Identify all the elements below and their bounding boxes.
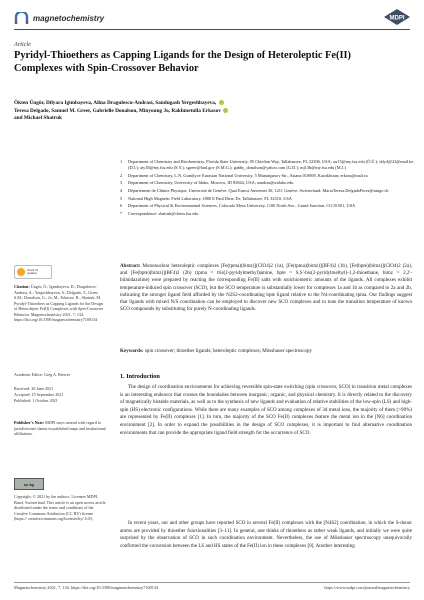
authors-line-3: and Michael Shatruk	[14, 115, 62, 121]
author-list	[14, 100, 409, 123]
intro-paragraph-1: The design of coordination environments for achieving reversible spin-state switching (spin crossover, SCO) in transition metal complexes is an interesting endeavor that crosses the boundaries between inorganic, organic, and physical chemistry. It is directly related to the discovery of magnetically bistable materials, as well as to the synthesis of new ligands and evaluation of relative stabilities of the low-spin (LS) and high-spin (HS) electronic configurations. While there are many examples of SCO among complexes of 3d metal ions, the majority of them (>90%) are represented by Fe(II) complexes [1]. In turn, the majority of the SCO Fe(II) complexes feature the metal ion in the [N6] coordination environment [2]. In order to expand the possibilities in the design of SCO complexes, it is important to find alternative coordination environments that can provide the appropriate ligand field strength for the occurrence of SCO.	[120, 384, 412, 436]
footer-divider	[14, 582, 410, 583]
copyright-notice: Copyright: © 2021 by the authors. Licensee MDPI, Basel, Switzerland. This article is an open access article distributed under the terms and conditions of the Creative Commons Attribution (CC BY) license (https:// creativecommons.org/licenses/by/ 4.0/).	[14, 494, 106, 521]
mdpi-logo[interactable]	[384, 9, 410, 25]
authors-line-1: Ökten Üngör, Dilyara Igimbayeva, Alina Dragulescu-Andrasi, Sandugash Yergeshbayeva,	[14, 100, 217, 106]
footer-citation[interactable]: Magnetochemistry 2021, 7, 134. https://doi.org/10.3390/magnetochemistry7100134	[14, 585, 159, 590]
footer-journal-url[interactable]: https://www.mdpi.com/journal/magnetochemistry	[324, 585, 410, 590]
authors-line-2: Teresa Delgado, Samuel M. Greer, Gabrielle Donalson, Minyoung Jo, Rakhmetulla Erkasov	[14, 107, 222, 114]
affiliations	[120, 159, 415, 219]
update-icon	[17, 268, 25, 276]
keywords-label: Keywords:	[120, 348, 144, 354]
keywords-text: spin crossover; thioether ligands; heteroleptic complexes; Mössbauer spectroscopy	[144, 348, 313, 354]
accepted-date: Accepted: 15 September 2021	[14, 392, 64, 397]
academic-editor: Academic Editor: Greg A. Brewer	[14, 372, 71, 377]
section-heading-introduction: 1. Introduction	[120, 373, 160, 380]
orcid-icon[interactable]	[219, 100, 224, 105]
keywords	[120, 348, 412, 355]
affiliation-item: 6 Department of Physical & Environmental Sciences, Colorado Mesa University, 1100 North Ave., Grand Junction, CO 81501, USA	[120, 203, 356, 209]
orcid-icon[interactable]	[223, 108, 228, 113]
publisher-note	[14, 420, 106, 437]
cc-by-license-badge[interactable]: cc by	[14, 478, 44, 490]
abstract-label: Abstract:	[120, 263, 141, 269]
received-date: Received: 26 June 2021	[14, 386, 54, 391]
affiliation-item: 5 National High Magnetic Field Laboratory, 1800 E Paul Dirac Dr, Tallahassee, FL 32310, USA	[120, 195, 292, 201]
citation-label: Citation:	[14, 284, 30, 289]
correspondence: * Correspondence: shatruk@chem.fsu.edu	[120, 211, 199, 217]
affiliation-item: 3 Department of Chemistry, University of Idaho, Moscow, ID 83844, USA; aandras@uidaho.edu	[120, 180, 294, 186]
check-for-updates-badge[interactable]: check for updates	[14, 265, 52, 279]
affiliation-item: 1 Department of Chemistry and Biochemistry, Florida State University, 95 Chieftan Way, Tallahassee, FL 32306, USA; ou15@my.fsu.edu (Ö.Ü.); ddy4@22@mail.kz (D.I.); aiy18@my.fsu.edu (S.Y.); sgreer@lanl.gov (S.M.G.); gabby_donalson@yahoo.com (G.D.); mj13b@my.fsu.edu (M.J.)	[120, 159, 414, 170]
intro-paragraph-2: In recent years, our and other groups have reported SCO in several Fe(II) complexes with the [N4S2] coordination, in which the S-donor atoms are provided by thioether functionalities [3–11]. In general, one thinks of thioethers as rather weak ligands, and initially we were quite surprised by the observation of SCO in such coordination environment. Nevertheless, the use of Mössbauer spectroscopy unequivocally confirmed the conversion between the LS and HS states of the Fe(II) ion in these complexes [8]. Another interesting	[120, 520, 412, 549]
header-divider	[14, 29, 410, 30]
journal-logo[interactable]	[14, 12, 104, 24]
abstract-text: Mononuclear heteroleptic complexes [Fe(tpma)(bimz)](ClO4)2 (1a), [Fe(tpma)(bimz)](BF4)2 (1b), [Fe(bpte)(bimz)](ClO4)2 (2a), and [Fe(bpte)(bimz)](BF4)2 (2b) (tpma = tris(2-pyridylmethyl)amine, bpte = S,S'-bis(2-pyridylmethyl)-1,2-thioethane, bimz = 2,2'-biimidazoline) were prepared by reacting the corresponding Fe(II) salts with stoichiometric amounts of the ligands. All complexes exhibit temperature-induced spin crossover (SCO), but the SCO temperature is substantially lower for complexes 1a and 1b as compared to 2a and 2b, indicating the stronger ligand field afforded by the N2S2-coordinating bpte ligand relative to the N4-coordinating tpma. Our findings suggest that ligands with mixed N/S coordination can be employed to discover new SCO complexes and to tune the transition temperature of known SCO compounds by substituting for purely N-coordinating ligands.	[120, 263, 413, 313]
magnet-icon	[14, 12, 29, 24]
abstract	[120, 263, 412, 313]
published-date: Published: 1 October 2021	[14, 398, 58, 403]
affiliation-item: 2 Department of Chemistry, L.N. Gumilyov Eurasian National University, 5 Munaitpasov Str., Astana 010008, Kazakhstan; erkass@mail.ru	[120, 172, 368, 178]
article-type: Article	[14, 41, 31, 48]
paper-title: Pyridyl-Thioethers as Capping Ligands for the Design of Heteroleptic Fe(II) Complexes with Spin-Crossover Behavior	[14, 50, 352, 74]
affiliation-item: 4 Département de Chimie Physique, Université de Genève, Quai Ernest Ansermet 30, 1211 Genève, Switzerland; MariaTeresa.DelgadoPerez@unige.ch	[120, 188, 389, 194]
mdpi-logo-text: MDPI	[389, 15, 405, 22]
citation-block	[14, 284, 106, 323]
publisher-note-label: Publisher's Note:	[14, 420, 45, 425]
journal-name: magnetochemistry	[33, 13, 105, 23]
publisher-note-text: MDPI stays neutral with regard to jurisdictional claims in published maps and institutional affiliations.	[14, 420, 106, 436]
citation-text: Üngör, Ö.; Igimbayeva, D.; Dragulescu-Andrasi, A.; Yergeshbayeva, S.; Delgado, T.; Greer, S.M.; Donalson, G.; Jo, M.; Erkasov, R.; Shatruk, M. Pyridyl-Thioethers as Capping Ligands for the Design of Heteroleptic Fe(II) Complexes with Spin-Crossover Behavior. Magnetochemistry 2021, 7, 134. https://doi.org/10.3390/magnetochemistry7100134	[14, 284, 104, 322]
